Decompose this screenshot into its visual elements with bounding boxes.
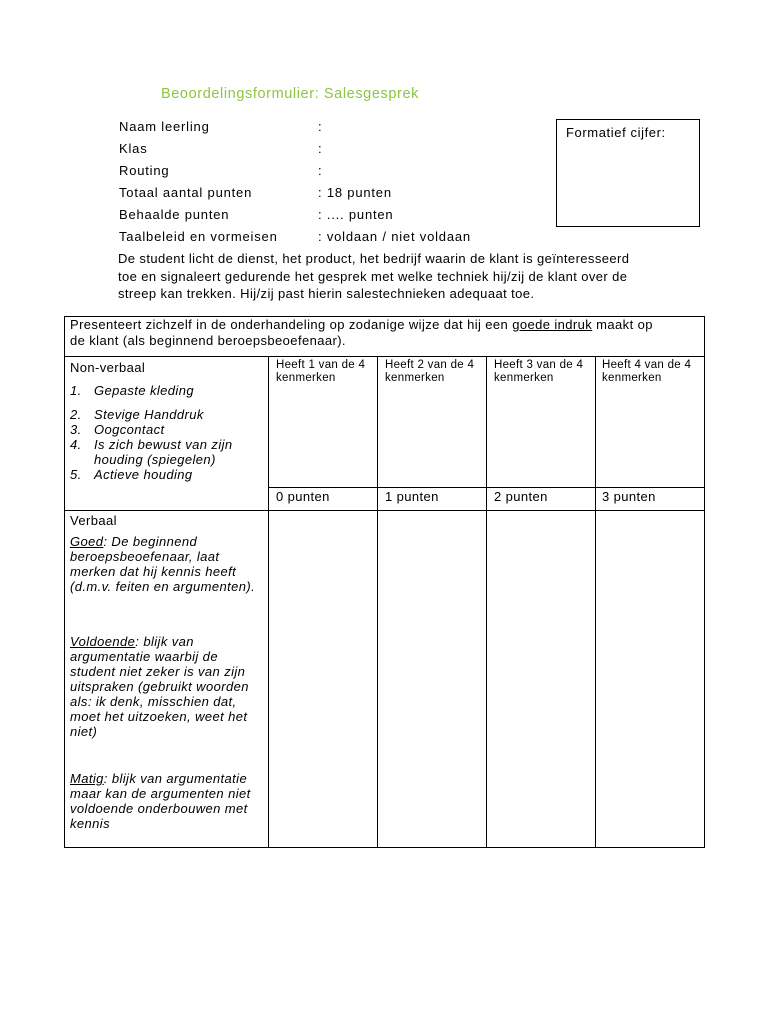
list-item-number: 1.	[70, 383, 82, 398]
intro-paragraph	[118, 250, 678, 303]
verbal-level-moderate	[70, 771, 264, 831]
score-cell[interactable]	[596, 357, 704, 487]
column-header: Heeft 1 van de 4 kenmerken	[276, 359, 366, 384]
criterion-text	[70, 317, 700, 349]
points-label: 3 punten	[602, 489, 656, 504]
score-cell[interactable]	[269, 511, 377, 847]
nonverbal-cell	[70, 360, 264, 482]
criterion-text-start: Presenteert zichzelf in de onderhandeling op zodanige wijze dat hij een	[70, 317, 513, 332]
score-cell[interactable]	[596, 511, 704, 847]
verbal-level-term: Matig	[70, 771, 104, 786]
column-header: Heeft 4 van de 4 kenmerken	[602, 359, 692, 384]
intro-line: streep kan trekken. Hij/zij past hierin salestechnieken adequaat toe.	[118, 286, 535, 301]
info-label: Totaal aantal punten	[119, 185, 253, 200]
assessment-table	[64, 316, 705, 848]
info-label: Klas	[119, 141, 148, 156]
list-item-number: 2.	[70, 407, 82, 422]
criterion-text-end: maakt op	[592, 317, 653, 332]
score-cell[interactable]	[487, 357, 595, 487]
table-border-bottom	[64, 847, 705, 848]
column-header: Heeft 3 van de 4 kenmerken	[494, 359, 584, 384]
verbal-level-text: : blijk van argumentatie maar kan de argumenten niet voldoende onderbouwen met kennis	[70, 771, 251, 831]
info-value: : .... punten	[318, 207, 394, 222]
list-item-number: 5.	[70, 467, 82, 482]
points-label: 0 punten	[276, 489, 330, 504]
list-item	[70, 407, 264, 422]
info-value: :	[318, 119, 323, 134]
verbal-heading: Verbaal	[70, 513, 117, 528]
info-label: Naam leerling	[119, 119, 210, 134]
verbal-level-term: Voldoende	[70, 634, 136, 649]
score-cell[interactable]	[378, 511, 486, 847]
info-label: Routing	[119, 163, 170, 178]
info-label: Behaalde punten	[119, 207, 230, 222]
table-border-left	[64, 316, 65, 848]
info-value: : 18 punten	[318, 185, 392, 200]
formative-grade-box[interactable]	[556, 119, 700, 227]
table-border-right	[704, 316, 705, 848]
info-value: :	[318, 163, 323, 178]
intro-line: toe en signaleert gedurende het gesprek met welke techniek hij/zij de klant over de	[118, 268, 628, 284]
info-label: Taalbeleid en vormeisen	[119, 229, 278, 244]
list-item-number: 4.	[70, 437, 82, 452]
verbal-level-sufficient	[70, 634, 264, 739]
list-item	[70, 422, 264, 437]
points-label: 2 punten	[494, 489, 548, 504]
score-cell[interactable]	[487, 511, 595, 847]
verbal-level-text: : blijk van argumentatie waarbij de student niet zeker is van zijn uitspraken (gebruikt woorden als: ik denk, misschien dat, moet het uitzoeken, weet het niet)	[70, 634, 249, 739]
list-item-text: Actieve houding	[94, 467, 193, 482]
intro-line: De student licht de dienst, het product, het bedrijf waarin de klant is geïnteresseerd	[118, 251, 630, 266]
verbal-level-good	[70, 534, 264, 594]
info-value: : voldaan / niet voldaan	[318, 229, 471, 244]
formative-grade-label: Formatief cijfer:	[566, 125, 666, 140]
column-header: Heeft 2 van de 4 kenmerken	[385, 359, 475, 384]
list-item	[70, 437, 264, 467]
list-item-text: Oogcontact	[94, 422, 165, 437]
list-item-number: 3.	[70, 422, 82, 437]
verbal-level-term: Goed	[70, 534, 104, 549]
list-item-text: Is zich bewust van zijn houding (spiegelen)	[94, 437, 233, 467]
criterion-text-line2: de klant (als beginnend beroepsbeoefenaar).	[70, 333, 346, 348]
verbal-cell	[70, 513, 264, 831]
list-item-text: Stevige Handdruk	[94, 407, 204, 422]
form-title: Beoordelingsformulier: Salesgesprek	[161, 86, 419, 102]
list-item-text: Gepaste kleding	[94, 383, 194, 398]
nonverbal-list	[70, 383, 264, 482]
score-cell[interactable]	[269, 357, 377, 487]
nonverbal-heading: Non-verbaal	[70, 360, 146, 375]
list-item	[70, 467, 264, 482]
points-label: 1 punten	[385, 489, 439, 504]
list-item	[70, 383, 264, 398]
criterion-key-term: goede indruk	[512, 317, 593, 332]
score-cell[interactable]	[378, 357, 486, 487]
info-value: :	[318, 141, 323, 156]
verbal-level-text: : De beginnend beroepsbeoefenaar, laat merken dat hij kennis heeft (d.m.v. feiten en argumenten).	[70, 534, 256, 594]
